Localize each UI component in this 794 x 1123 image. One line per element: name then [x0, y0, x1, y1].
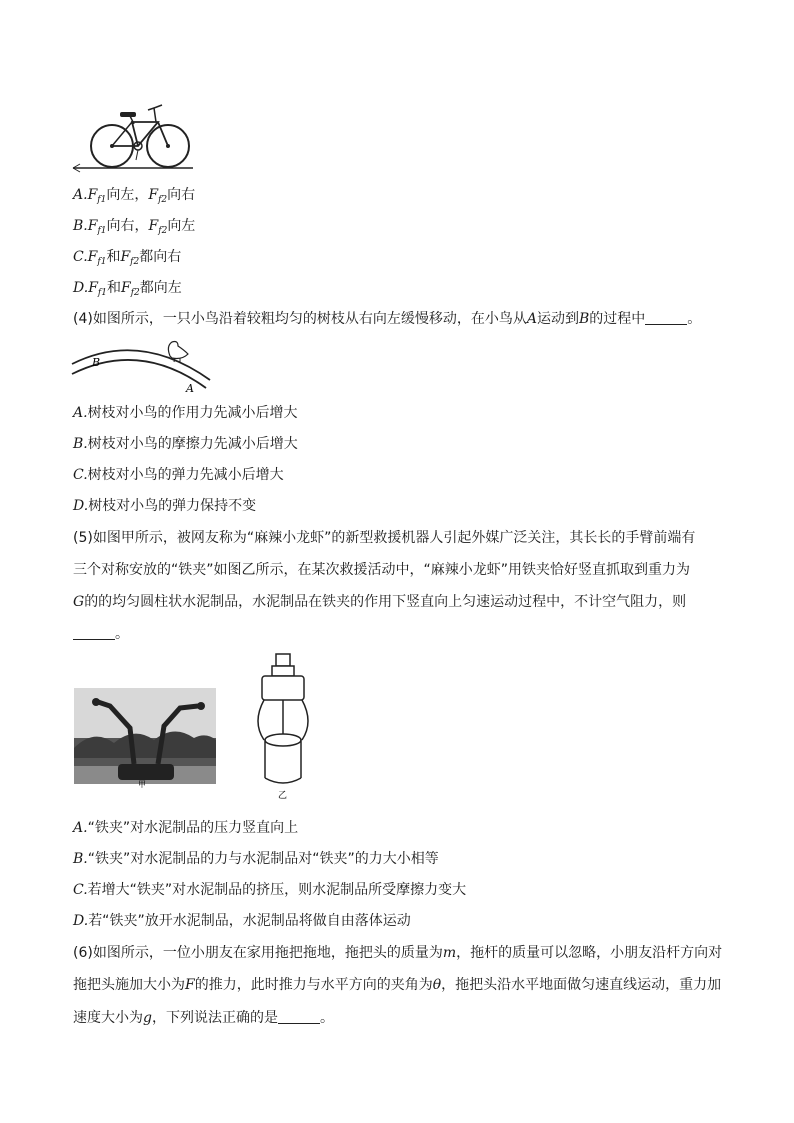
option-text: 树枝对小鸟的作用力先减小后增大	[87, 405, 298, 421]
stem-text: ，拖杆的质量可以忽略，小朋友沿杆方向对	[456, 945, 723, 961]
question-6-line-2	[73, 975, 721, 995]
option-d	[73, 496, 256, 516]
stem-end: 。	[319, 1010, 334, 1026]
stem-text: (4)如图所示，一只小鸟沿着较粗均匀的树枝从右向左缓慢移动，在小鸟从	[73, 311, 527, 327]
force-subscript: f2	[158, 226, 168, 236]
force-subscript: f2	[158, 195, 168, 205]
force-symbol: F	[148, 187, 159, 203]
option-text: 树枝对小鸟的弹力先减小后增大	[87, 467, 284, 483]
stem-text: 的过程中	[589, 311, 646, 327]
option-text: 向右	[167, 187, 196, 203]
fig-caption-jia: 甲	[138, 780, 146, 788]
option-letter: C.	[73, 882, 88, 898]
force-symbol: F	[87, 218, 98, 234]
gravity-accel-symbol: g	[143, 1010, 152, 1026]
question-4-stem	[73, 309, 701, 329]
stem-text: 拖把头施加大小为	[73, 977, 185, 993]
option-letter: C.	[73, 249, 88, 265]
question-5-line-1: (5)如图甲所示，被网友称为“麻辣小龙虾”的新型救援机器人引起外媒广泛关注，其长长的手臂前端有	[73, 530, 696, 546]
answer-blank[interactable]	[645, 310, 687, 325]
stem-text: 速度大小为	[73, 1010, 143, 1026]
angle-symbol: θ	[432, 977, 442, 993]
option-a	[73, 185, 195, 210]
force-symbol: F	[185, 977, 195, 993]
answer-blank[interactable]	[73, 625, 115, 640]
option-letter: A.	[73, 405, 88, 421]
option-letter: D.	[73, 913, 89, 929]
force-symbol: F	[87, 249, 98, 265]
option-letter: B.	[73, 436, 88, 452]
point-a-label: A	[526, 311, 537, 327]
force-subscript: f1	[97, 195, 107, 205]
option-c	[73, 880, 466, 900]
fig-label-a: A	[186, 382, 194, 394]
option-text: 若增大“铁夹”对水泥制品的挤压，则水泥制品所受摩擦力变大	[87, 882, 467, 898]
mass-symbol: m	[442, 945, 457, 961]
question-6-line-1	[73, 943, 722, 963]
option-letter: D.	[73, 498, 89, 514]
option-text: 树枝对小鸟的弹力保持不变	[88, 498, 257, 514]
branch-bird-figure	[70, 336, 215, 394]
force-symbol: F	[120, 249, 131, 265]
option-letter: A.	[73, 820, 88, 836]
option-c	[73, 465, 284, 485]
force-subscript: f2	[130, 288, 140, 298]
force-subscript: f1	[97, 288, 107, 298]
question-5-line-3	[73, 592, 686, 612]
question-6-line-3	[73, 1008, 334, 1028]
point-b-label: B	[578, 311, 590, 327]
stem-text: (6)如图所示，一位小朋友在家用拖把拖地，拖把头的质量为	[73, 945, 443, 961]
option-b	[73, 434, 298, 454]
option-text: 都向左	[139, 280, 182, 296]
stem-text: 的推力，此时推力与水平方向的夹角为	[194, 977, 433, 993]
fig-label-b: B	[92, 356, 101, 369]
force-symbol: F	[148, 218, 159, 234]
stem-text: ，下列说法正确的是	[151, 1010, 278, 1026]
force-symbol: F	[88, 280, 98, 296]
option-b	[73, 216, 195, 241]
stem-text: ，拖把头沿水平地面做匀速直线运动，重力加	[441, 977, 722, 993]
force-subscript: f1	[97, 226, 107, 236]
option-text: 向左	[167, 218, 196, 234]
option-letter: D.	[73, 280, 89, 296]
fig-caption-yi: 乙	[278, 791, 288, 800]
option-text: 若“铁夹”放开水泥制品，水泥制品将做自由落体运动	[88, 913, 411, 929]
force-subscript: f2	[130, 257, 140, 267]
option-a	[73, 818, 298, 838]
option-c	[73, 247, 181, 272]
force-subscript: f1	[97, 257, 107, 267]
option-text: 和	[106, 280, 121, 296]
gravity-symbol: G	[73, 594, 85, 610]
force-symbol: F	[87, 187, 98, 203]
option-d	[73, 911, 411, 931]
iron-clamp-diagram	[250, 652, 320, 800]
stem-end: 。	[687, 311, 702, 327]
stem-end: 。	[115, 626, 129, 642]
option-text: 和	[106, 249, 121, 265]
option-text: 向右，	[106, 218, 149, 234]
option-a	[73, 403, 298, 423]
option-text: 都向右	[139, 249, 182, 265]
option-letter: B.	[73, 851, 88, 867]
option-text: 树枝对小鸟的摩擦力先减小后增大	[87, 436, 298, 452]
force-symbol: F	[120, 280, 131, 296]
option-text: 向左，	[106, 187, 149, 203]
option-text: “铁夹”对水泥制品的压力竖直向上	[87, 820, 299, 836]
stem-text: 的的均匀圆柱状水泥制品，水泥制品在铁夹的作用下竖直向上匀速运动过程中，不计空气阻力，则	[84, 594, 687, 610]
answer-blank[interactable]	[278, 1009, 320, 1024]
option-text: “铁夹”对水泥制品的力与水泥制品对“铁夹”的力大小相等	[87, 851, 439, 867]
rescue-robot-photo	[74, 688, 216, 788]
option-letter: C.	[73, 467, 88, 483]
option-b	[73, 849, 439, 869]
question-5-line-2: 三个对称安放的“铁夹”如图乙所示，在某次救援活动中，“麻辣小龙虾”用铁夹恰好竖直抓取到重力为	[73, 562, 691, 578]
question-5-line-4	[73, 624, 129, 644]
option-d	[73, 278, 182, 303]
bicycle-figure	[68, 100, 198, 175]
stem-text: 运动到	[536, 311, 579, 327]
option-letter: B.	[73, 218, 88, 234]
option-letter: A.	[73, 187, 88, 203]
